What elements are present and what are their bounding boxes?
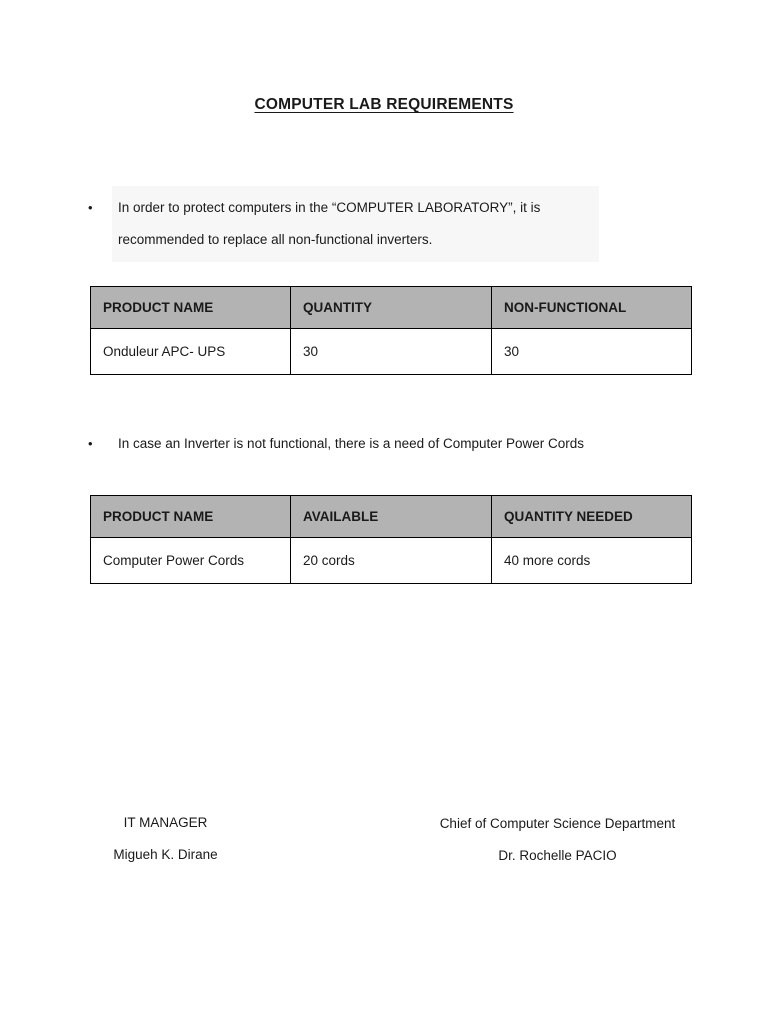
signature-block-it-manager bbox=[58, 813, 273, 865]
signature-block-department-chief bbox=[395, 814, 720, 866]
header-cell-product-name: PRODUCT NAME bbox=[91, 496, 291, 538]
bullet-text: In case an Inverter is not functional, there is a need of Computer Power Cords bbox=[118, 436, 584, 451]
bullet-text: In order to protect computers in the “COMPUTER LABORATORY”, it is recommended to replace all non-functional inverters. bbox=[118, 192, 593, 256]
table-row bbox=[91, 329, 692, 375]
cell-non-functional: 30 bbox=[492, 329, 692, 375]
header-cell-quantity: QUANTITY bbox=[291, 287, 492, 329]
header-cell-available: AVAILABLE bbox=[291, 496, 492, 538]
signature-name: Dr. Rochelle PACIO bbox=[498, 848, 617, 863]
signature-title: Chief of Computer Science Department bbox=[439, 816, 676, 831]
cell-quantity: 30 bbox=[291, 329, 492, 375]
cell-product-name: Onduleur APC- UPS bbox=[91, 329, 291, 375]
table-row bbox=[91, 538, 692, 584]
bullet-icon: • bbox=[88, 200, 93, 215]
header-cell-non-functional: NON-FUNCTIONAL bbox=[492, 287, 692, 329]
header-cell-quantity-needed: QUANTITY NEEDED bbox=[492, 496, 692, 538]
inverter-table bbox=[90, 286, 692, 375]
signature-name: Migueh K. Dirane bbox=[113, 847, 218, 862]
cell-product-name: Computer Power Cords bbox=[91, 538, 291, 584]
table-header-row bbox=[91, 287, 692, 329]
page-title: COMPUTER LAB REQUIREMENTS bbox=[254, 96, 514, 113]
cell-available: 20 cords bbox=[291, 538, 492, 584]
bullet-icon: • bbox=[88, 436, 93, 451]
bullet-item-inverters bbox=[88, 192, 593, 256]
header-cell-product-name: PRODUCT NAME bbox=[91, 287, 291, 329]
table-header-row bbox=[91, 496, 692, 538]
power-cord-table bbox=[90, 495, 692, 584]
cell-quantity-needed: 40 more cords bbox=[492, 538, 692, 584]
bullet-item-power-cords bbox=[88, 428, 708, 460]
signature-title: IT MANAGER bbox=[123, 815, 208, 830]
